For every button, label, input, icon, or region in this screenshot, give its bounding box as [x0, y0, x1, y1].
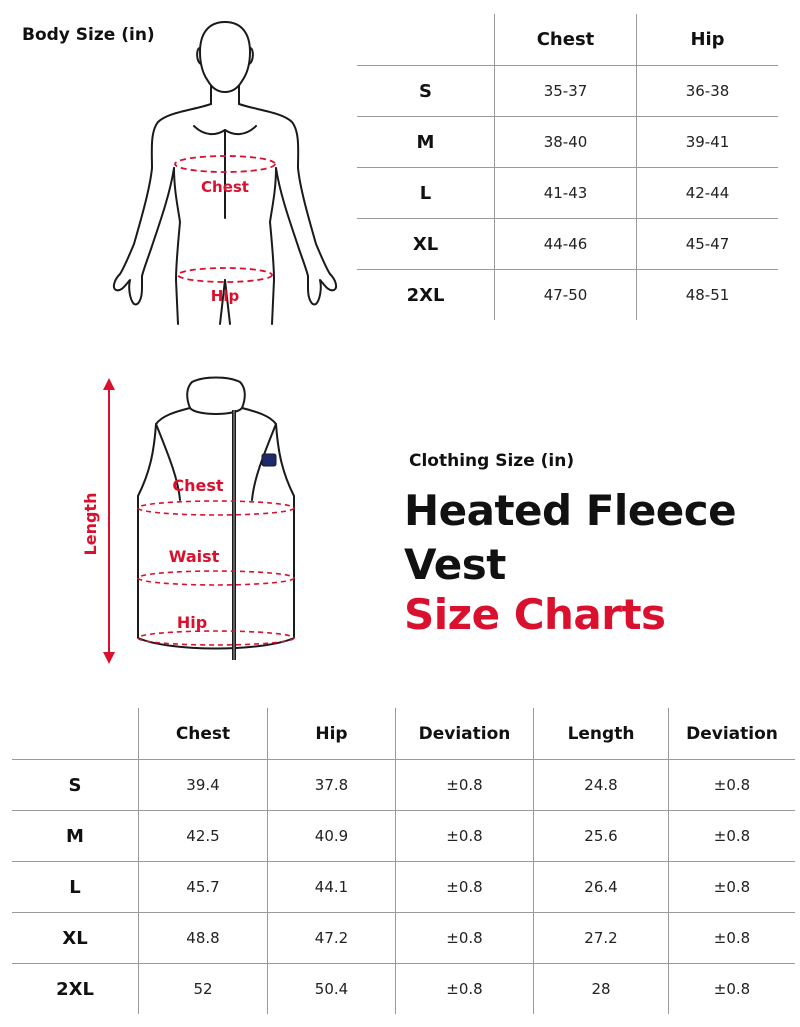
body-figure-illustration [108, 18, 343, 328]
clothing-size-table [12, 708, 795, 1014]
table-header-row [357, 14, 778, 66]
chest-cell: 47-50 [495, 270, 637, 321]
chest-cell: 44-46 [495, 219, 637, 270]
deviation-cell: ±0.8 [396, 811, 534, 862]
length-deviation-cell: ±0.8 [669, 760, 796, 811]
length-deviation-cell: ±0.8 [669, 811, 796, 862]
headline-line-2: Vest [404, 540, 506, 589]
table-row [12, 964, 795, 1015]
table-row [12, 913, 795, 964]
vest-waist-label: Waist [168, 547, 220, 566]
length-cell: 24.8 [534, 760, 669, 811]
table-row [357, 270, 778, 321]
size-cell: L [12, 862, 139, 913]
table-header-cell: Length [534, 708, 669, 760]
table-header-cell: Hip [637, 14, 779, 66]
size-cell: XL [12, 913, 139, 964]
table-row [357, 219, 778, 270]
hip-cell: 40.9 [268, 811, 396, 862]
chest-cell: 45.7 [139, 862, 268, 913]
size-cell: S [357, 66, 495, 117]
table-row [357, 168, 778, 219]
table-row [12, 811, 795, 862]
length-cell: 25.6 [534, 811, 669, 862]
headline-line-3: Size Charts [404, 590, 666, 639]
chest-cell: 39.4 [139, 760, 268, 811]
body-size-table [357, 14, 778, 320]
chest-cell: 38-40 [495, 117, 637, 168]
hip-cell: 50.4 [268, 964, 396, 1015]
table-row [12, 862, 795, 913]
table-header-cell: Deviation [669, 708, 796, 760]
length-cell: 27.2 [534, 913, 669, 964]
chest-cell: 41-43 [495, 168, 637, 219]
length-deviation-cell: ±0.8 [669, 862, 796, 913]
length-cell: 26.4 [534, 862, 669, 913]
hip-cell: 48-51 [637, 270, 779, 321]
deviation-cell: ±0.8 [396, 964, 534, 1015]
chest-cell: 35-37 [495, 66, 637, 117]
size-cell: 2XL [357, 270, 495, 321]
size-cell: M [12, 811, 139, 862]
hip-cell: 39-41 [637, 117, 779, 168]
table-row [12, 760, 795, 811]
table-header-cell: Hip [268, 708, 396, 760]
table-header-cell [357, 14, 495, 66]
vest-chest-label: Chest [172, 476, 224, 495]
chest-cell: 42.5 [139, 811, 268, 862]
body-hip-label: Hip [210, 287, 240, 305]
length-deviation-cell: ±0.8 [669, 913, 796, 964]
clothing-size-label: Clothing Size (in) [409, 451, 575, 471]
headline-line-1: Heated Fleece [404, 486, 737, 535]
vest-hip-label: Hip [176, 613, 208, 632]
size-cell: M [357, 117, 495, 168]
deviation-cell: ±0.8 [396, 760, 534, 811]
table-row [357, 117, 778, 168]
length-cell: 28 [534, 964, 669, 1015]
length-deviation-cell: ±0.8 [669, 964, 796, 1015]
chest-cell: 52 [139, 964, 268, 1015]
hip-cell: 37.8 [268, 760, 396, 811]
hip-cell: 47.2 [268, 913, 396, 964]
hip-cell: 42-44 [637, 168, 779, 219]
table-header-cell: Chest [495, 14, 637, 66]
body-size-title: Body Size (in) [22, 25, 155, 45]
table-header-row [12, 708, 795, 760]
body-chest-label: Chest [201, 178, 249, 196]
vest-length-label: Length [81, 492, 100, 556]
size-cell: 2XL [12, 964, 139, 1015]
deviation-cell: ±0.8 [396, 913, 534, 964]
hip-cell: 44.1 [268, 862, 396, 913]
vest-figure-illustration [70, 368, 350, 668]
table-header-cell: Deviation [396, 708, 534, 760]
table-header-cell: Chest [139, 708, 268, 760]
size-cell: S [12, 760, 139, 811]
size-cell: L [357, 168, 495, 219]
size-cell: XL [357, 219, 495, 270]
table-row [357, 66, 778, 117]
hip-cell: 45-47 [637, 219, 779, 270]
table-header-cell [12, 708, 139, 760]
chest-cell: 48.8 [139, 913, 268, 964]
deviation-cell: ±0.8 [396, 862, 534, 913]
hip-cell: 36-38 [637, 66, 779, 117]
